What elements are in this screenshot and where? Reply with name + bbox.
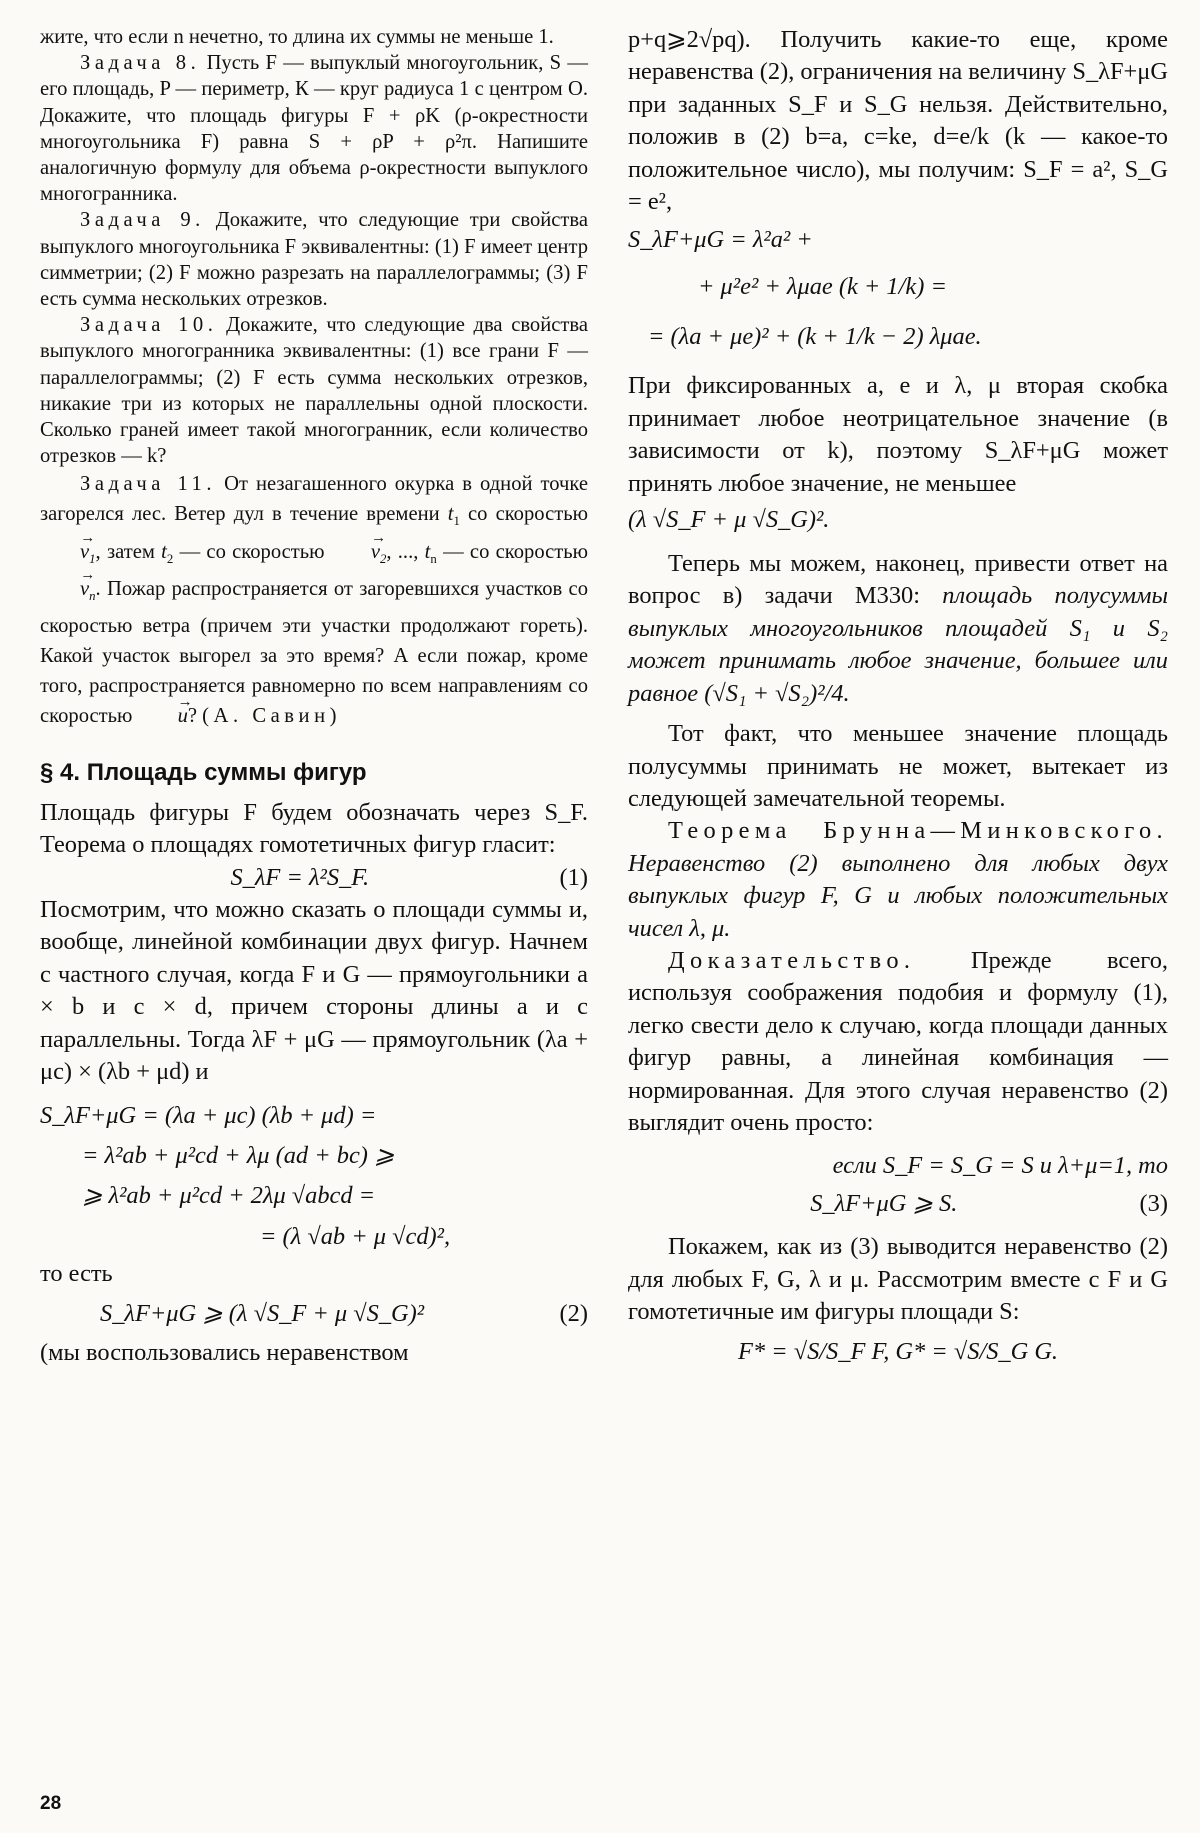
right-paragraph-5: Покажем, как из (3) выводится неравенство (2) для любых F, G, λ и μ. Рассмотрим вместе с F и G гомотетичные им фигуры площади S: <box>628 1233 1168 1326</box>
vector-v2-letter: v <box>370 540 380 563</box>
problem-11-author: (А. Савин) <box>202 704 342 727</box>
sub-n: n <box>430 551 437 566</box>
intro-paragraph: жите, что если n нечетно, то длина их суммы не меньше 1. <box>40 26 554 48</box>
var-tn: t <box>424 540 431 563</box>
proof-label: Доказательство. <box>668 946 916 974</box>
equation-3-number: (3) <box>1139 1190 1168 1218</box>
vector-v2-sub: 2 <box>379 551 387 566</box>
problem-11-text-c: , затем <box>95 540 155 563</box>
problem-11-text-g: . Пожар распространяется от загоревшихся участков со скоростью ветра (причем эти участки продолжают гореть). Какой участок выгорел за это время? А если пожар, кроме того, распространяется равномерно по всем направлениям со скоростью <box>40 577 588 727</box>
vector-u: → u <box>138 701 188 731</box>
section-title: § 4. Площадь суммы фигур <box>40 758 367 786</box>
problem-11-text-h: ? <box>187 704 198 727</box>
closing-paragraph: (мы воспользовались неравенством <box>40 1338 409 1366</box>
equation-1 <box>40 862 588 894</box>
var-t1: t <box>447 503 454 526</box>
problem-10-label: Задача 10. <box>80 314 218 337</box>
right-paragraph-3-text: Теперь мы можем, наконец, привести ответ на вопрос в) задачи М330: <box>628 550 1168 610</box>
proof-text: Прежде всего, используя соображения подобия и формулу (1), легко свести дело к случаю, когда площади данных фигур равны, а линейная комбинация — нормированная. Для этого случая неравенство (2) выглядит очень просто: <box>628 946 1168 1136</box>
vector-vn-letter: v <box>80 577 90 600</box>
equation-3 <box>628 1185 1168 1223</box>
theorem <box>628 815 1168 945</box>
right-paragraph-1: p+q⩾2√pq). Получить какие-то еще, кроме неравенства (2), ограничения на величину S_λF+μG при заданных S_F и S_G нельзя. Действительно, положив в (2) b=a, c=ke, d=e/k (k — какое-то положительное число), мы получим: S_F = a², S_G = e², <box>628 26 1168 216</box>
vector-vn-sub: n <box>89 588 96 603</box>
equation-3-condition: если S_F = S_G = S и λ+μ=1, то <box>832 1152 1168 1180</box>
section-paragraph-2: Посмотрим, что можно сказать о площади суммы и, вообще, линейной комбинации двух фигур. Начнем с частного случая, когда F и G — прямоугольники a × b и c × d, причем стороны длины a и c параллельны. Тогда λF + μG — прямоугольник (λa + μc) × (λb + μd) и <box>40 896 588 1086</box>
equation-2-text: S_λF+μG ⩾ (λ √S_F + μ √S_G)² <box>100 1299 425 1327</box>
equation-right-0: S_λF+μG = λ²a² + <box>628 226 813 254</box>
right-column <box>628 24 1168 1375</box>
equation-2 <box>40 1291 588 1337</box>
equation-2-number: (2) <box>559 1299 588 1327</box>
equation-right-1: + μ²e² + λμae (k + 1/k) = <box>698 273 947 301</box>
equation-right-3: (λ √S_F + μ √S_G)². <box>628 506 830 534</box>
vector-v1-letter: v <box>80 540 90 563</box>
problem-11 <box>40 469 588 730</box>
theorem-text: Неравенство (2) выполнено для любых двух выпуклых фигур F, G и любых положительных чисел λ, μ. <box>628 849 1168 942</box>
problem-10-text: Докажите, что следующие два свойства выпуклого многогранника эквивалентны: (1) все грани F — параллелограммы; (2) F есть сумма нескольких отрезков, никакие три из которых не параллельны одной плоскости. Сколько граней имеет такой многогранник, если количество отрезков — k? <box>40 314 588 468</box>
equation-line-1: S_λF+μG = (λa + μc) (λb + μd) = <box>40 1102 377 1130</box>
sub-1: 1 <box>453 514 460 529</box>
vector-v2 <box>331 537 387 574</box>
equation-1-number: (1) <box>559 863 588 891</box>
equation-line-3: ⩾ λ²ab + μ²cd + 2λμ √abcd = <box>82 1182 376 1210</box>
problem-11-text-d: — со скоростью <box>179 540 325 563</box>
section-paragraph-1: Площадь фигуры F будем обозначать через S_F. Теорема о площадях гомотетичных фигур гласит: <box>40 798 588 859</box>
problem-9-text: Докажите, что следующие три свойства выпуклого многоугольника F эквивалентны: (1) F имеет центр симметрии; (2) F можно разрезать на параллелограммы; (3) F есть сумма нескольких отрезков. <box>40 209 588 311</box>
equation-line-4: = (λ √ab + μ √cd)², <box>260 1223 451 1251</box>
problem-8 <box>40 50 588 207</box>
problem-11-text-b: со скоростью <box>468 503 588 526</box>
right-paragraph-4: Тот факт, что меньшее значение площадь полусуммы принимать не может, вытекает из следующей замечательной теоремы. <box>628 720 1168 812</box>
equation-right-2: = (λa + μe)² + (k + 1/k − 2) λμae. <box>648 323 982 351</box>
problem-11-label: Задача 11. <box>80 473 217 496</box>
left-column <box>40 24 588 1369</box>
right-paragraph-3 <box>628 548 1168 710</box>
right-paragraph-2: При фиксированных a, e и λ, μ вторая скобка принимает любое неотрицательное значение (в зависимости от k), поэтому S_λF+μG может принять любое значение, не меньшее <box>628 372 1168 497</box>
right-paragraph-3-italic: площадь полусуммы выпуклых многоугольников площадей S₁ и S₂ может принимать любое значение, большее или равное (√S₁ + √S₂)²/4. <box>628 582 1168 707</box>
var-t2: t <box>161 540 167 563</box>
problem-9-label: Задача 9. <box>80 209 205 232</box>
problem-10 <box>40 312 588 469</box>
problem-11-text-f: — со скоростью <box>443 540 589 563</box>
sub-2: 2 <box>166 551 174 566</box>
problem-9 <box>40 207 588 312</box>
equation-1-text: S_λF = λ²S_F. <box>230 863 370 891</box>
proof <box>628 945 1168 1139</box>
text-to-est: то есть <box>40 1260 113 1288</box>
page-number: 28 <box>40 1793 62 1814</box>
vector-vn <box>40 574 96 611</box>
equation-3-text: S_λF+μG ⩾ S. <box>810 1190 958 1218</box>
problem-11-text-e: , ..., <box>386 540 419 563</box>
vector-v1-sub: 1 <box>89 551 96 566</box>
problem-8-label: Задача 8. <box>80 52 201 75</box>
problem-8-text: Пусть F — выпуклый многоугольник, S — его площадь, P — периметр, К — круг радиуса 1 с центром O. Докажите, что площадь фигуры F + ρK (ρ-окрестности многоугольника F) равна S + ρP + ρ²π. Напишите аналогичную формулу для объема ρ-окрестности выпуклого многогранника. <box>40 52 588 206</box>
equation-line-2: = λ²ab + μ²cd + λμ (ad + bc) ⩾ <box>82 1142 395 1170</box>
problem-11-text-a: От незагашенного окурка в одной точке загорелся лес. Ветер дул в течение времени <box>40 473 588 526</box>
equation-final: F* = √S/S_F F, G* = √S/S_G G. <box>737 1337 1059 1365</box>
theorem-label: Теорема Брунна—Минковского. <box>668 817 1168 845</box>
